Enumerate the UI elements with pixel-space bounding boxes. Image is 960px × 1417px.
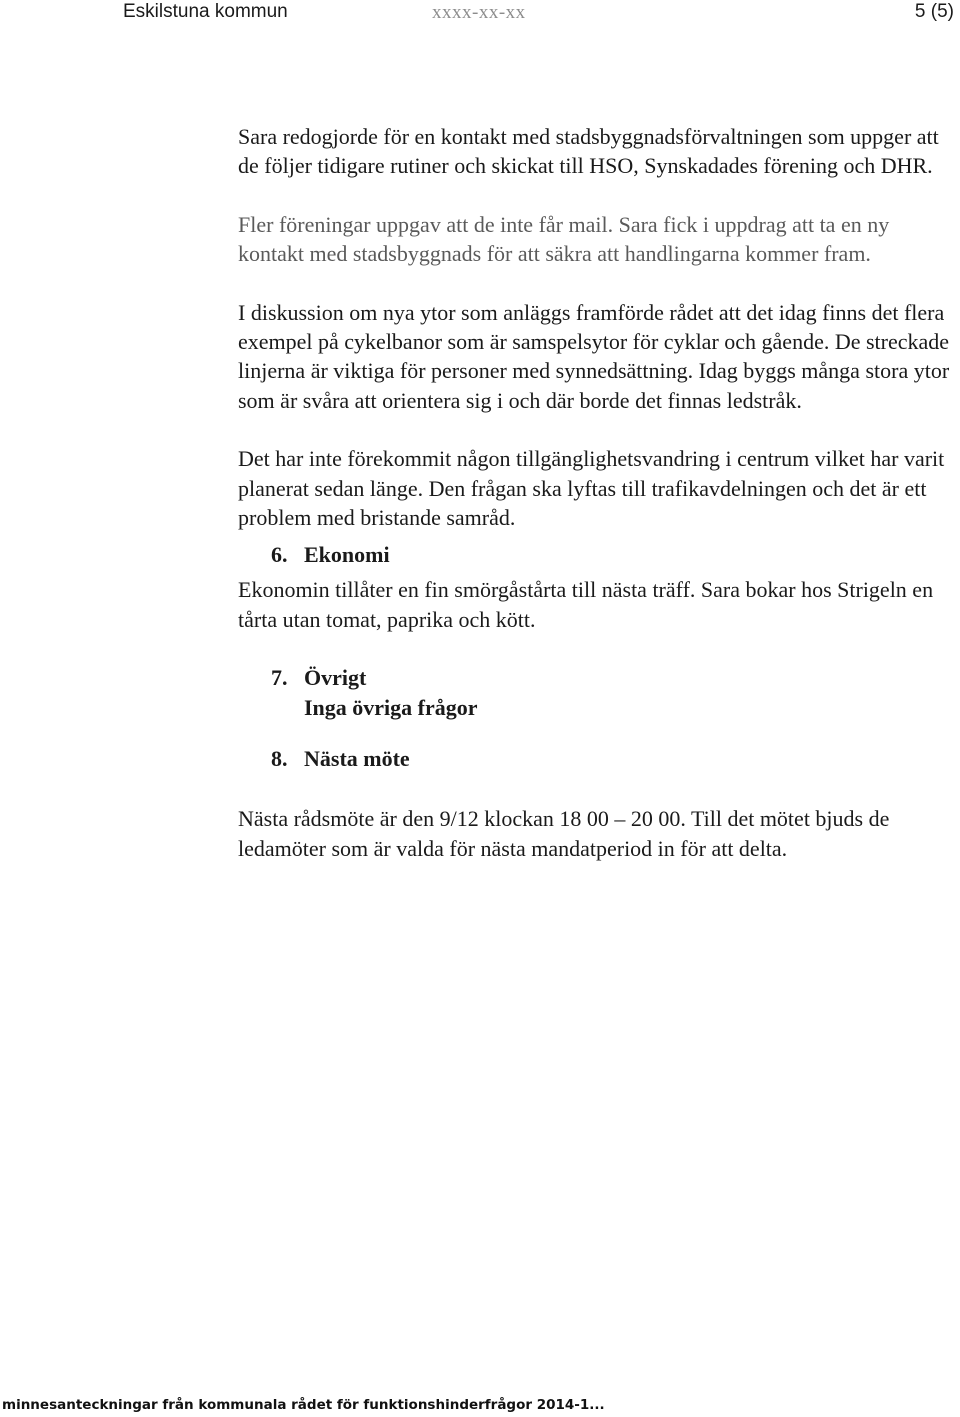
section-subtitle-other: Inga övriga frågor — [304, 694, 478, 720]
organization-name: Eskilstuna kommun — [123, 1, 288, 22]
paragraph-economy: Ekonomin tillåter en fin smörgåstårta till nästa träff. Sara bokar hos Strigeln en tårta utan tomat, paprika och kött. — [238, 577, 934, 632]
section-number: 6. — [271, 542, 288, 568]
paragraph-next-meeting: Nästa rådsmöte är den 9/12 klockan 18 00 – 20 00. Till det mötet bjuds de ledamöter som är valda för nästa mandatperiod in för att delta. — [238, 806, 890, 861]
date-placeholder: xxxx-xx-xx — [432, 2, 526, 23]
page-indicator: 5 (5) — [914, 1, 954, 22]
section-title: Nästa möte — [304, 745, 410, 771]
section-title: Ekonomi — [304, 542, 390, 568]
paragraph-mail-issue: Fler föreningar uppgav att de inte får mail. Sara fick i uppdrag att ta en ny kontakt med stadsbyggnads för att säkra att handlingarna kommer fram. — [238, 211, 890, 267]
section-title: Övrigt — [304, 665, 367, 691]
document-body — [238, 122, 960, 892]
page-footer: minnesanteckningar från kommunala rådet för funktionshinderfrågor 2014-1... — [2, 1397, 605, 1413]
paragraph-contact-report: Sara redogjorde för en kontakt med stadsbyggnadsförvaltningen som uppger att de följer tidigare rutiner och skickat till HSO, Synskadades förening och DHR. — [238, 124, 939, 179]
page-header — [0, 0, 960, 26]
section-heading-other — [271, 663, 960, 692]
paragraph-new-surfaces: I diskussion om nya ytor som anläggs framförde rådet att det idag finns det flera exempel på cykelbanor som är samspelsytor för cyklar och gående. De streckade linjerna är viktiga för personer med synnedsättning. Idag byggs många stora ytor som är svåra att orientera sig i och där borde det finnas ledstråk. — [238, 299, 950, 413]
section-number: 8. — [271, 745, 288, 771]
section-number: 7. — [271, 665, 288, 691]
section-heading-next-meeting — [271, 744, 960, 773]
section-heading-economy — [271, 540, 960, 569]
paragraph-accessibility-walk: Det har inte förekommit någon tillgänglighetsvandring i centrum vilket har varit planerat sedan länge. Den frågan ska lyftas till trafikavdelningen och det är ett problem med bristande samråd. — [238, 446, 945, 530]
